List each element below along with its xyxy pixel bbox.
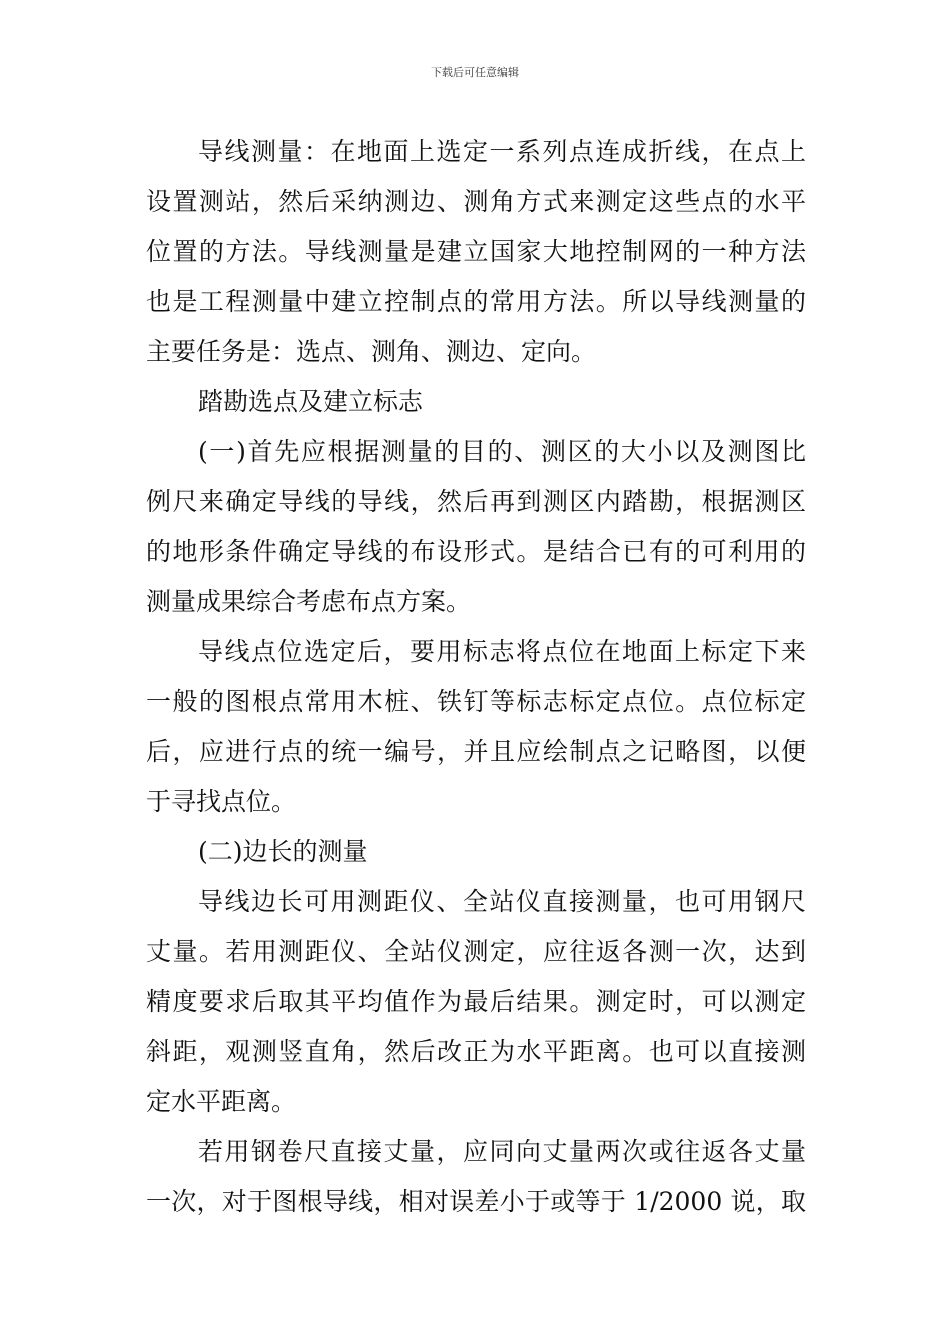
paragraph-line: (一)首先应根据测量的目的、测区的大小以及测图比 xyxy=(198,437,806,466)
paragraph-line: 导线点位选定后，要用标志将点位在地面上标定下来 xyxy=(198,637,806,666)
paragraph-line: 斜距，观测竖直角，然后改正为水平距离。也可以直接测 xyxy=(146,1037,806,1066)
heading-section-two xyxy=(146,827,806,877)
section-heading: (二)边长的测量 xyxy=(198,837,368,866)
paragraph-line: 位置的方法。导线测量是建立国家大地控制网的一种方法 xyxy=(146,237,806,266)
paragraph-line: 后，应进行点的统一编号，并且应绘制点之记略图，以便 xyxy=(146,737,806,766)
paragraph-line: 精度要求后取其平均值作为最后结果。测定时，可以测定 xyxy=(146,987,806,1016)
paragraph-line: 一般的图根点常用木桩、铁钉等标志标定点位。点位标定 xyxy=(146,687,806,716)
document-body xyxy=(146,127,806,1227)
paragraph-traverse-definition xyxy=(146,127,806,377)
heading-site-survey xyxy=(146,377,806,427)
paragraph-tape-measurement xyxy=(146,1127,806,1227)
paragraph-line: 主要任务是：选点、测角、测边、定向。 xyxy=(146,337,597,366)
paragraph-line: 的地形条件确定导线的布设形式。是结合已有的可利用的 xyxy=(146,537,806,566)
paragraph-line: 于寻找点位。 xyxy=(146,787,297,816)
paragraph-section-one xyxy=(146,427,806,627)
paragraph-line: 导线测量：在地面上选定一系列点连成折线，在点上 xyxy=(198,137,806,166)
paragraph-line: 定水平距离。 xyxy=(146,1087,297,1116)
paragraph-line: 例尺来确定导线的导线，然后再到测区内踏勘，根据测区 xyxy=(146,487,806,516)
page-header: 下载后可任意编辑 xyxy=(431,66,519,79)
paragraph-line: 若用钢卷尺直接丈量，应同向丈量两次或往返各丈量 xyxy=(198,1137,806,1166)
paragraph-line: 导线边长可用测距仪、全站仪直接测量，也可用钢尺 xyxy=(198,887,806,916)
paragraph-edge-measurement xyxy=(146,877,806,1127)
paragraph-line: 丈量。若用测距仪、全站仪测定，应往返各测一次，达到 xyxy=(146,937,806,966)
paragraph-line: 设置测站，然后采纳测边、测角方式来测定这些点的水平 xyxy=(146,187,806,216)
section-heading: 踏勘选点及建立标志 xyxy=(198,387,424,416)
paragraph-line: 测量成果综合考虑布点方案。 xyxy=(146,587,472,616)
paragraph-line: 也是工程测量中建立控制点的常用方法。所以导线测量的 xyxy=(146,287,806,316)
paragraph-point-marking xyxy=(146,627,806,827)
paragraph-line: 一次，对于图根导线，相对误差小于或等于 1/2000 说，取 xyxy=(146,1187,806,1216)
